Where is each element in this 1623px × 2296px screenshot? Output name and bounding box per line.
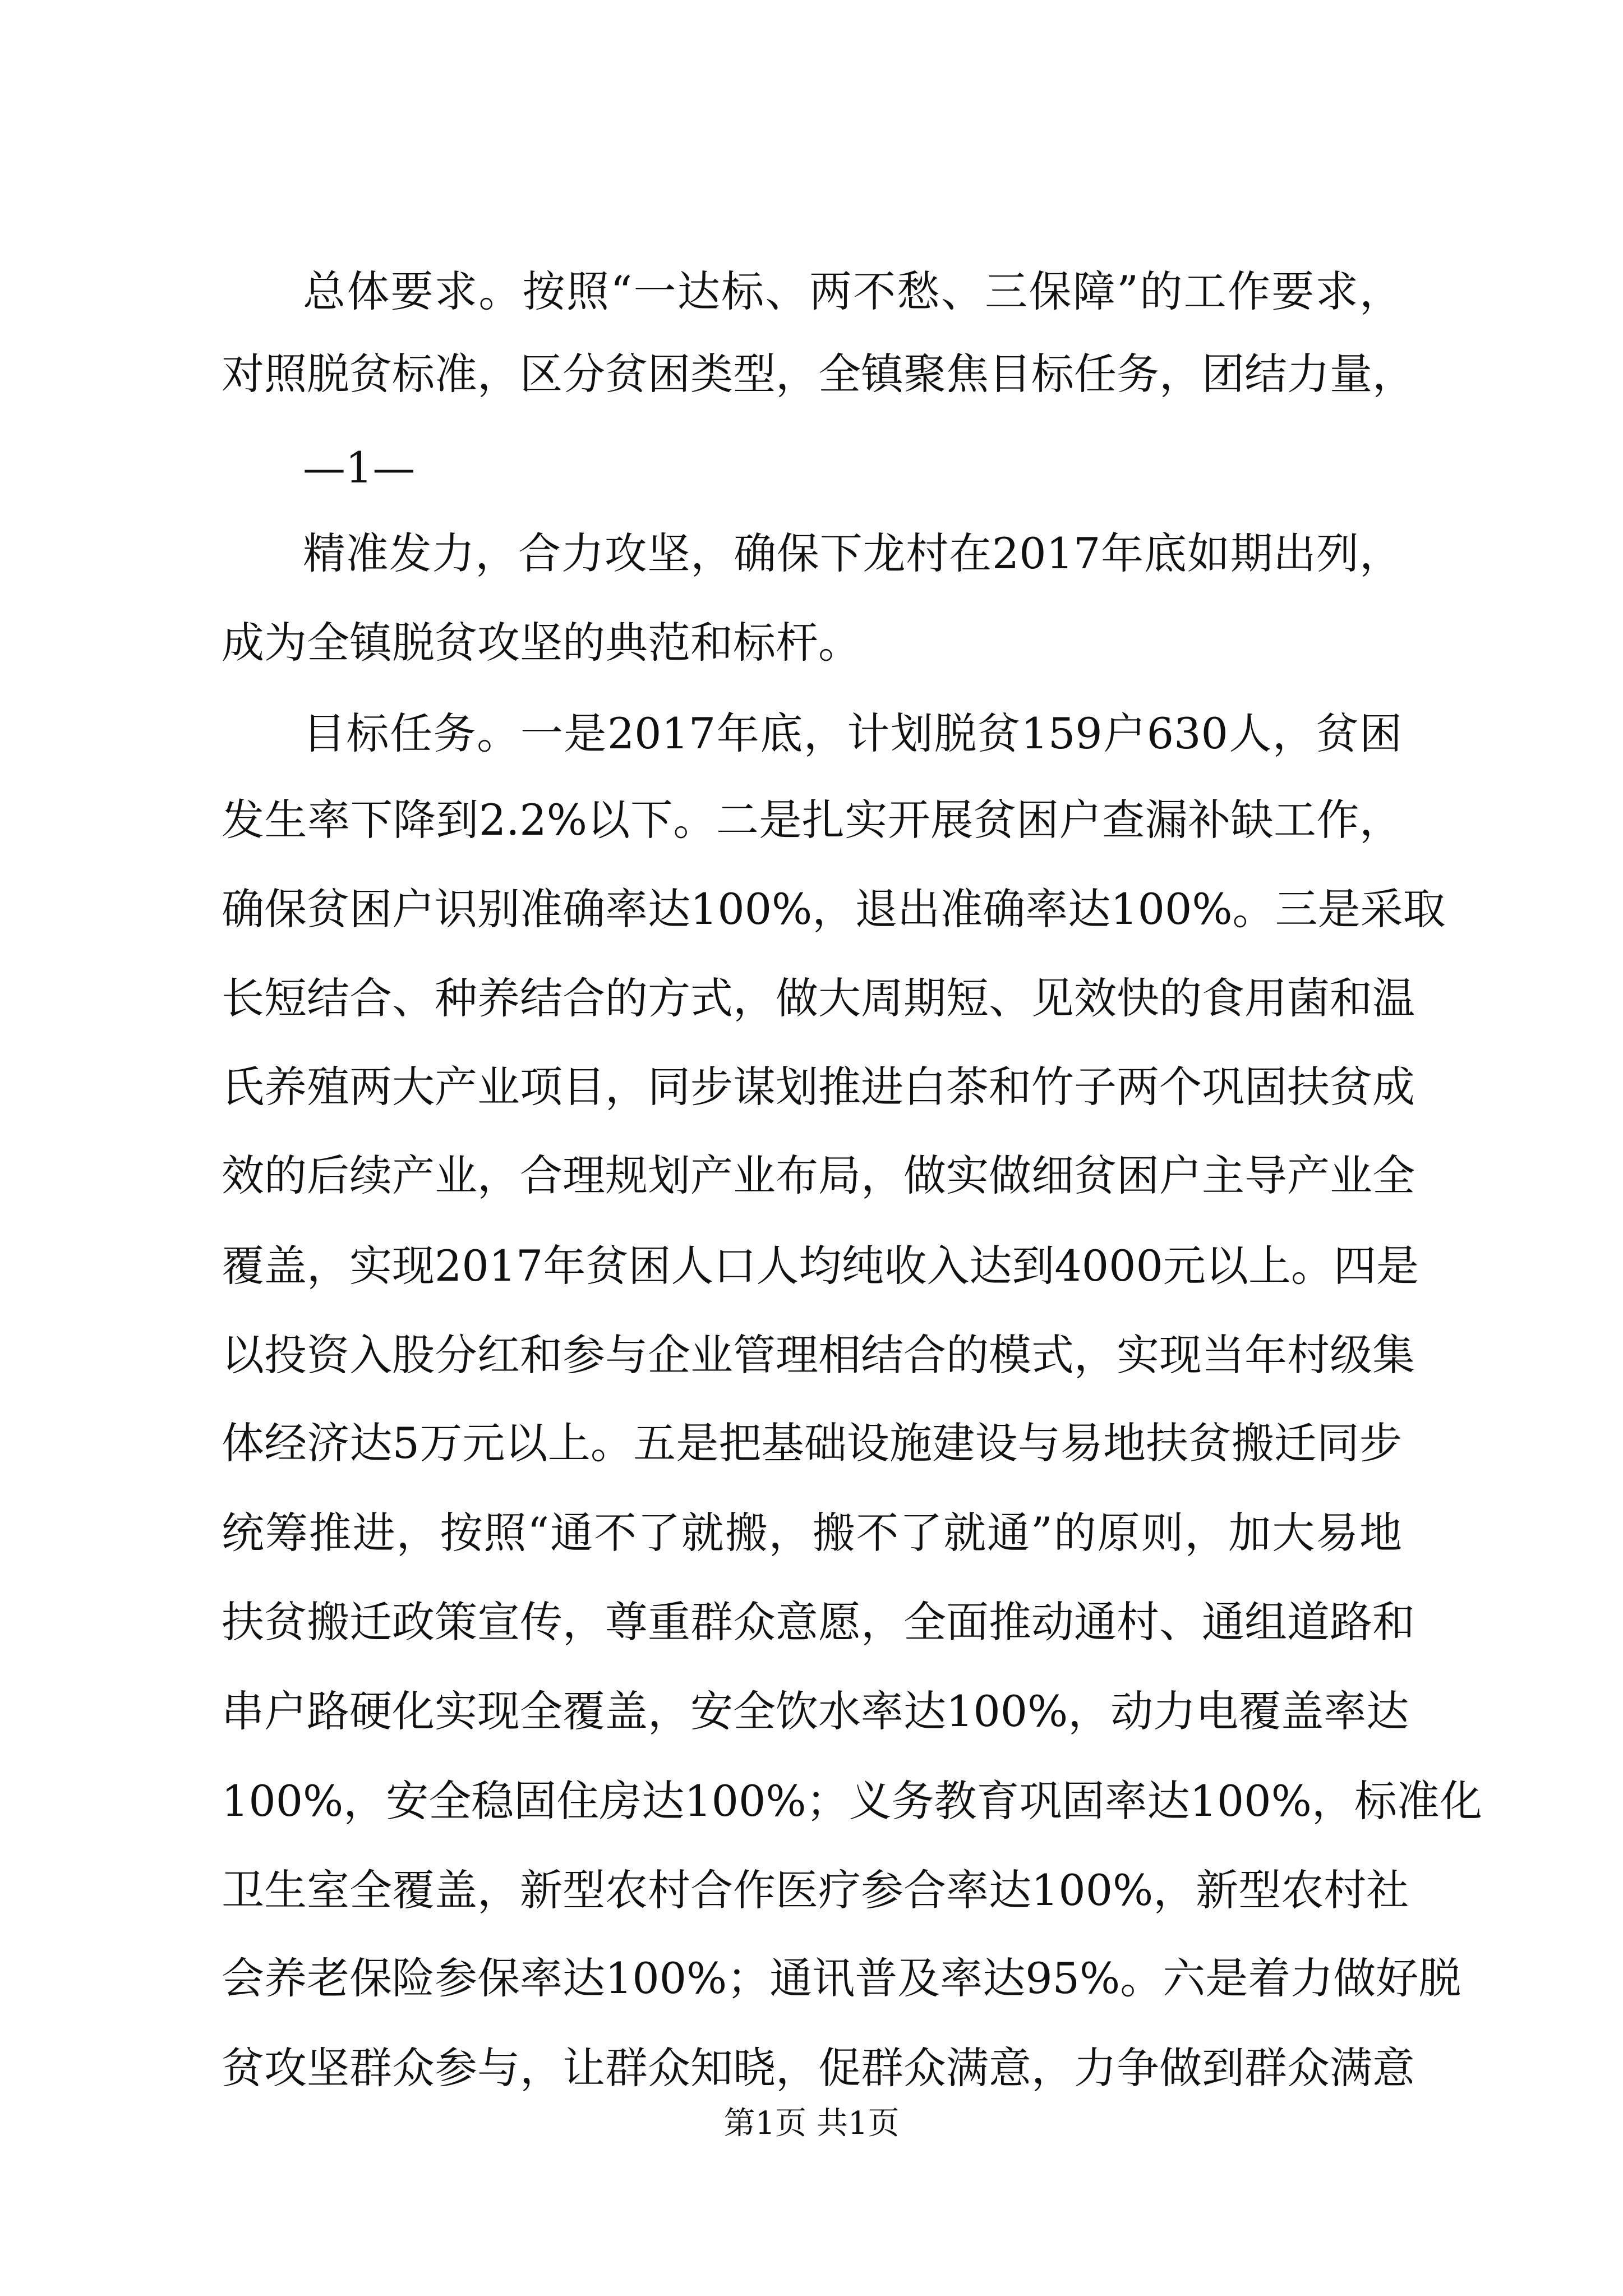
paragraph-line: 对照脱贫标准，区分贫困类型，全镇聚焦目标任务，团结力量，	[222, 349, 1415, 399]
paragraph-line: 目标任务。一是2017年底，计划脱贫159户630人，贫困	[303, 708, 1402, 758]
inline-page-number: —1—	[303, 443, 416, 493]
paragraph-line: 发生率下降到2.2%以下。二是扎实开展贫困户查漏补缺工作，	[222, 795, 1402, 845]
paragraph-line: 总体要求。按照“一达标、两不愁、三保障”的工作要求，	[303, 266, 1402, 316]
paragraph-line: 体经济达5万元以上。五是把基础设施建设与易地扶贫搬迁同步	[222, 1418, 1402, 1468]
paragraph-line: 串户路硬化实现全覆盖，安全饮水率达100%，动力电覆盖率达	[222, 1686, 1409, 1736]
paragraph-line: 100%，安全稳固住房达100%；义务教育巩固率达100%，标准化	[222, 1776, 1482, 1826]
paragraph-line: 卫生室全覆盖，新型农村合作医疗参合率达100%，新型农村社	[222, 1865, 1409, 1915]
paragraph-line: 贫攻坚群众参与，让群众知晓，促群众满意，力争做到群众满意	[222, 2043, 1415, 2093]
paragraph-line: 氏养殖两大产业项目，同步谋划推进白茶和竹子两个巩固扶贫成	[222, 1062, 1415, 1112]
paragraph-line: 会养老保险参保率达100%；通讯普及率达95%。六是着力做好脱	[222, 1953, 1461, 2003]
paragraph-line: 扶贫搬迁政策宣传，尊重群众意愿，全面推动通村、通组道路和	[222, 1597, 1415, 1647]
paragraph-line: 确保贫困户识别准确率达100%，退出准确率达100%。三是采取	[222, 884, 1446, 934]
paragraph-line: 精准发力，合力攻坚，确保下龙村在2017年底如期出列，	[303, 528, 1402, 578]
paragraph-line: 效的后续产业，合理规划产业布局，做实做细贫困户主导产业全	[222, 1151, 1415, 1200]
paragraph-line: 以投资入股分红和参与企业管理相结合的模式，实现当年村级集	[222, 1330, 1415, 1380]
paragraph-line: 长短结合、种养结合的方式，做大周期短、见效快的食用菌和温	[222, 973, 1415, 1023]
paragraph-line: 成为全镇脱贫攻坚的典范和标杆。	[222, 618, 861, 668]
paragraph-line: 统筹推进，按照“通不了就搬，搬不了就通”的原则，加大易地	[222, 1508, 1402, 1558]
page-footer: 第1页 共1页	[723, 2105, 900, 2142]
paragraph-line: 覆盖，实现2017年贫困人口人均纯收入达到4000元以上。四是	[222, 1241, 1419, 1291]
